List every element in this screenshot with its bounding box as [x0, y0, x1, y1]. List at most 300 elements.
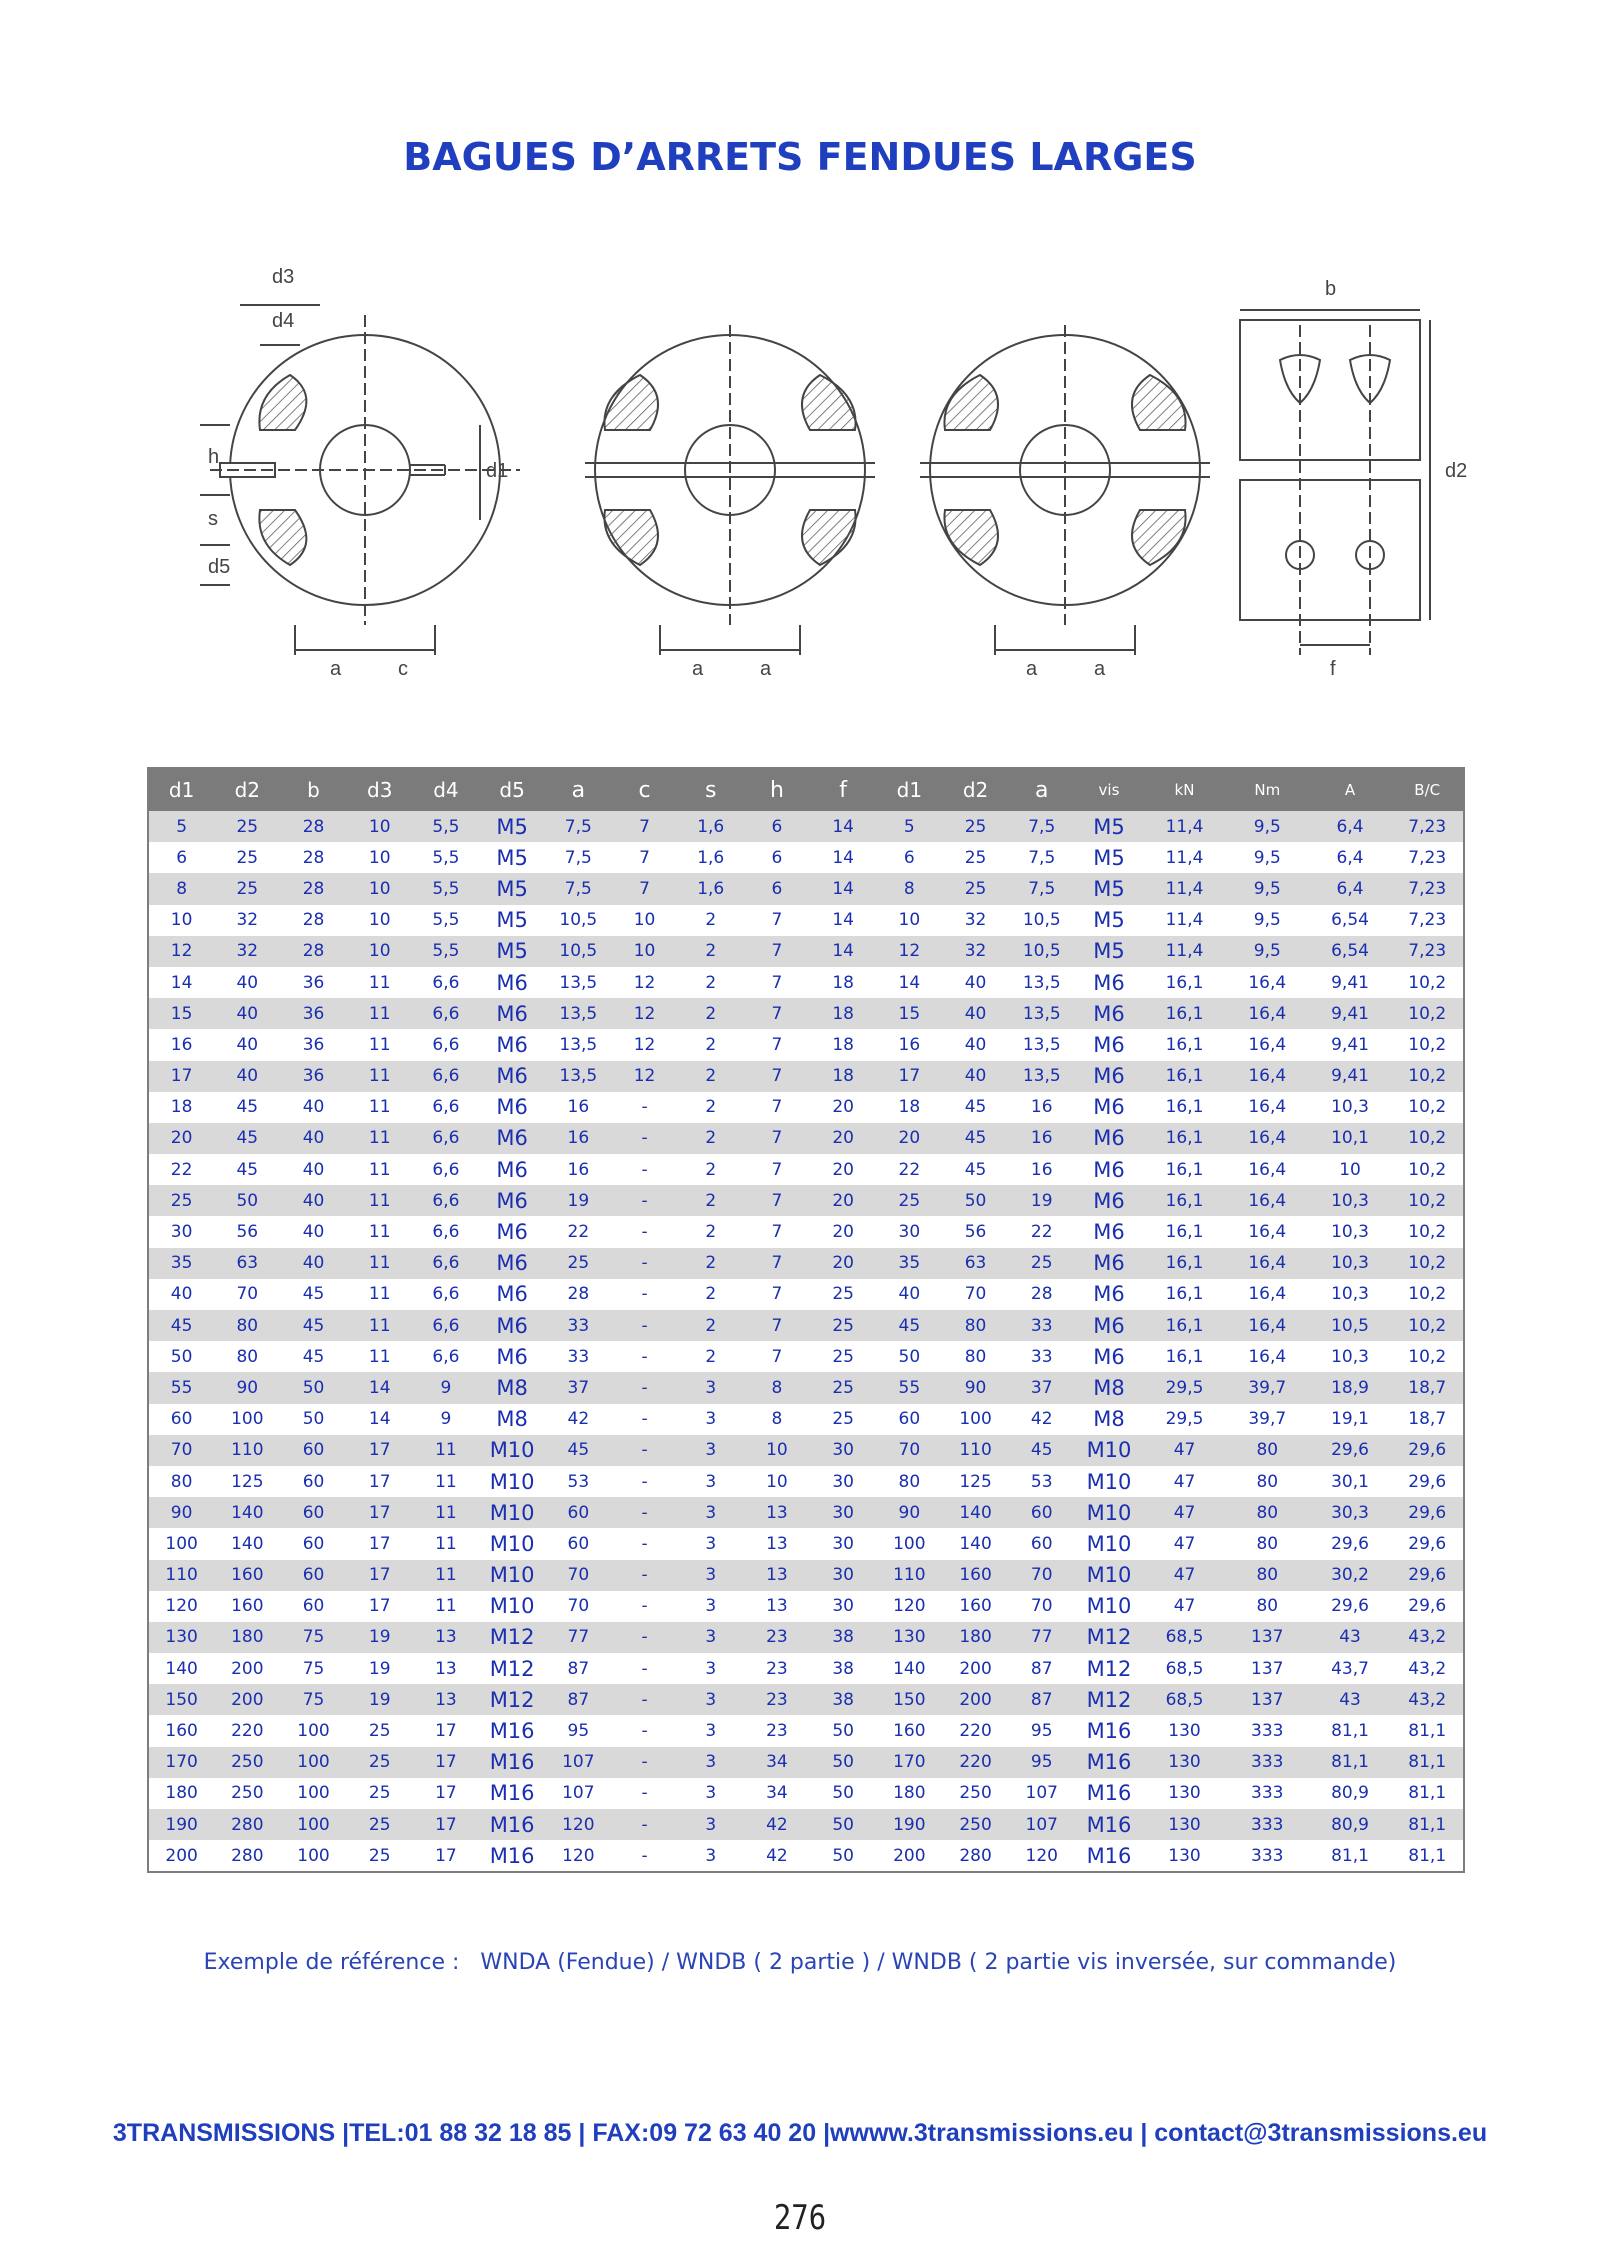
table-cell: 3	[678, 1404, 744, 1435]
table-cell: 29,5	[1143, 1404, 1226, 1435]
table-cell: 333	[1226, 1747, 1309, 1778]
table-cell: M6	[479, 1092, 545, 1123]
table-cell: 10,3	[1309, 1092, 1392, 1123]
column-header: d4	[413, 768, 479, 811]
table-cell: 6,6	[413, 1310, 479, 1341]
table-cell: 6	[148, 842, 214, 873]
table-cell: 10,2	[1391, 1092, 1464, 1123]
table-cell: 17	[413, 1747, 479, 1778]
table-cell: M16	[479, 1809, 545, 1840]
table-cell: 9,5	[1226, 811, 1309, 842]
table-cell: 250	[214, 1778, 280, 1809]
table-cell: 10,2	[1391, 1310, 1464, 1341]
table-cell: 10,2	[1391, 1341, 1464, 1372]
column-header: B/C	[1391, 768, 1464, 811]
table-cell: 10,2	[1391, 1279, 1464, 1310]
table-cell: M5	[1075, 811, 1143, 842]
table-cell: 11	[347, 1279, 413, 1310]
table-cell: 18,7	[1391, 1372, 1464, 1403]
table-cell: M12	[479, 1684, 545, 1715]
table-cell: 11	[413, 1466, 479, 1497]
label-d3: d3	[272, 266, 295, 288]
table-cell: -	[611, 1840, 677, 1872]
table-cell: 107	[1009, 1809, 1075, 1840]
table-cell: 6,6	[413, 1123, 479, 1154]
table-cell: 55	[876, 1372, 942, 1403]
table-cell: 25	[942, 873, 1008, 904]
table-cell: 170	[148, 1747, 214, 1778]
table-cell: 47	[1143, 1497, 1226, 1528]
table-cell: 11	[347, 1341, 413, 1372]
table-cell: 250	[214, 1747, 280, 1778]
table-cell: 25	[347, 1747, 413, 1778]
table-cell: 60	[280, 1528, 346, 1559]
table-cell: 20	[876, 1123, 942, 1154]
table-cell: 40	[280, 1216, 346, 1247]
table-cell: 10,5	[545, 905, 611, 936]
table-cell: 16,4	[1226, 998, 1309, 1029]
table-cell: M16	[1075, 1747, 1143, 1778]
table-cell: -	[611, 1404, 677, 1435]
table-cell: 25	[214, 842, 280, 873]
table-cell: 60	[148, 1404, 214, 1435]
table-cell: 50	[810, 1809, 876, 1840]
table-cell: 17	[413, 1715, 479, 1746]
table-cell: 1,6	[678, 842, 744, 873]
table-cell: -	[611, 1216, 677, 1247]
table-cell: 200	[214, 1684, 280, 1715]
table-cell: 42	[744, 1809, 810, 1840]
table-cell: M8	[479, 1404, 545, 1435]
table-cell: 150	[148, 1684, 214, 1715]
table-cell: M10	[479, 1591, 545, 1622]
table-cell: M6	[1075, 1029, 1143, 1060]
table-cell: 11	[413, 1560, 479, 1591]
table-cell: 6,54	[1309, 905, 1392, 936]
table-cell: M8	[1075, 1372, 1143, 1403]
table-cell: 16,1	[1143, 1123, 1226, 1154]
table-row	[148, 1747, 1464, 1778]
table-cell: 7,23	[1391, 936, 1464, 967]
table-cell: 60	[280, 1591, 346, 1622]
table-cell: 14	[876, 967, 942, 998]
table-cell: 13,5	[1009, 1061, 1075, 1092]
table-cell: 7	[744, 1154, 810, 1185]
table-cell: 2	[678, 905, 744, 936]
table-cell: 29,6	[1391, 1591, 1464, 1622]
table-cell: 10,3	[1309, 1279, 1392, 1310]
table-cell: 16,1	[1143, 1029, 1226, 1060]
table-cell: 333	[1226, 1840, 1309, 1872]
table-cell: 11,4	[1143, 905, 1226, 936]
table-cell: -	[611, 1092, 677, 1123]
table-cell: 20	[810, 1216, 876, 1247]
table-cell: 3	[678, 1840, 744, 1872]
table-cell: 140	[942, 1528, 1008, 1559]
table-cell: 80	[942, 1341, 1008, 1372]
table-cell: 18	[810, 1061, 876, 1092]
table-cell: 140	[942, 1497, 1008, 1528]
table-row	[148, 1404, 1464, 1435]
table-cell: 10,2	[1391, 1061, 1464, 1092]
table-cell: 40	[876, 1279, 942, 1310]
table-cell: 35	[148, 1248, 214, 1279]
table-cell: 23	[744, 1715, 810, 1746]
table-cell: 77	[545, 1622, 611, 1653]
table-cell: 25	[347, 1840, 413, 1872]
table-row	[148, 1591, 1464, 1622]
column-header: d2	[942, 768, 1008, 811]
table-cell: 40	[280, 1185, 346, 1216]
table-cell: 7,5	[1009, 842, 1075, 873]
table-cell: 12	[611, 1029, 677, 1060]
table-cell: 16	[1009, 1123, 1075, 1154]
table-cell: 43,2	[1391, 1684, 1464, 1715]
table-cell: 2	[678, 967, 744, 998]
table-cell: 6,6	[413, 1061, 479, 1092]
table-cell: 250	[942, 1778, 1008, 1809]
table-cell: 3	[678, 1560, 744, 1591]
table-cell: 50	[876, 1341, 942, 1372]
table-cell: 80	[1226, 1435, 1309, 1466]
table-cell: 14	[347, 1404, 413, 1435]
table-cell: 45	[876, 1310, 942, 1341]
table-cell: 20	[810, 1092, 876, 1123]
table-cell: M5	[1075, 842, 1143, 873]
table-cell: 25	[347, 1715, 413, 1746]
table-cell: 33	[545, 1341, 611, 1372]
table-cell: 40	[942, 1061, 1008, 1092]
table-cell: 25	[214, 873, 280, 904]
table-cell: 50	[810, 1715, 876, 1746]
table-cell: 130	[1143, 1840, 1226, 1872]
table-cell: 90	[148, 1497, 214, 1528]
table-cell: 3	[678, 1778, 744, 1809]
table-cell: 10,2	[1391, 998, 1464, 1029]
table-cell: 140	[876, 1653, 942, 1684]
table-cell: 100	[280, 1715, 346, 1746]
table-cell: M6	[1075, 998, 1143, 1029]
table-cell: M6	[479, 1279, 545, 1310]
table-cell: 10,5	[1009, 936, 1075, 967]
table-cell: 10,5	[1309, 1310, 1392, 1341]
table-row	[148, 1248, 1464, 1279]
table-cell: -	[611, 1747, 677, 1778]
table-cell: 5,5	[413, 936, 479, 967]
column-header: s	[678, 768, 744, 811]
table-cell: 20	[148, 1123, 214, 1154]
table-cell: 10	[148, 905, 214, 936]
label-a: a	[692, 658, 704, 680]
label-a: a	[760, 658, 772, 680]
table-cell: 3	[678, 1653, 744, 1684]
label-c: c	[398, 658, 408, 680]
table-cell: 20	[810, 1248, 876, 1279]
table-cell: M6	[479, 1154, 545, 1185]
table-cell: 160	[214, 1591, 280, 1622]
table-cell: -	[611, 1622, 677, 1653]
column-header: a	[545, 768, 611, 811]
label-a: a	[1026, 658, 1038, 680]
table-cell: 18,9	[1309, 1372, 1392, 1403]
table-cell: 17	[347, 1591, 413, 1622]
table-cell: 11	[413, 1591, 479, 1622]
table-cell: 130	[148, 1622, 214, 1653]
table-row	[148, 811, 1464, 842]
table-cell: M12	[479, 1653, 545, 1684]
table-cell: 11	[347, 1092, 413, 1123]
table-cell: 22	[148, 1154, 214, 1185]
table-cell: 70	[942, 1279, 1008, 1310]
table-cell: M6	[479, 967, 545, 998]
table-cell: 1,6	[678, 811, 744, 842]
table-cell: 77	[1009, 1622, 1075, 1653]
table-cell: 30	[876, 1216, 942, 1247]
table-cell: 7	[744, 1061, 810, 1092]
table-cell: -	[611, 1497, 677, 1528]
table-cell: 45	[545, 1435, 611, 1466]
table-cell: 30	[810, 1560, 876, 1591]
table-cell: 11	[347, 967, 413, 998]
table-cell: 200	[942, 1653, 1008, 1684]
table-cell: 7	[744, 1341, 810, 1372]
table-cell: 37	[1009, 1372, 1075, 1403]
table-cell: 56	[214, 1216, 280, 1247]
table-cell: 3	[678, 1372, 744, 1403]
column-header: kN	[1143, 768, 1226, 811]
table-cell: -	[611, 1591, 677, 1622]
table-cell: 180	[876, 1778, 942, 1809]
table-cell: 14	[810, 936, 876, 967]
table-cell: 13	[413, 1622, 479, 1653]
table-cell: 16,1	[1143, 967, 1226, 998]
table-cell: 45	[1009, 1435, 1075, 1466]
table-cell: 80	[148, 1466, 214, 1497]
table-row	[148, 905, 1464, 936]
table-cell: 5,5	[413, 842, 479, 873]
table-cell: 16,4	[1226, 1123, 1309, 1154]
table-cell: 87	[545, 1653, 611, 1684]
table-cell: 10	[1309, 1154, 1392, 1185]
table-row	[148, 1310, 1464, 1341]
table-cell: -	[611, 1185, 677, 1216]
table-cell: 47	[1143, 1466, 1226, 1497]
table-cell: 100	[942, 1404, 1008, 1435]
table-cell: 13,5	[1009, 967, 1075, 998]
table-cell: 7	[744, 1185, 810, 1216]
table-cell: 7	[744, 1279, 810, 1310]
table-cell: 80,9	[1309, 1809, 1392, 1840]
table-cell: M6	[1075, 1248, 1143, 1279]
table-cell: 17	[347, 1560, 413, 1591]
table-cell: 200	[148, 1840, 214, 1872]
table-cell: 125	[214, 1466, 280, 1497]
column-header: vis	[1075, 768, 1143, 811]
table-row	[148, 1061, 1464, 1092]
table-cell: 19	[347, 1622, 413, 1653]
column-header: d3	[347, 768, 413, 811]
table-cell: 11	[347, 1310, 413, 1341]
table-cell: 100	[280, 1778, 346, 1809]
table-cell: 30	[148, 1216, 214, 1247]
table-cell: 43	[1309, 1684, 1392, 1715]
table-cell: 80	[214, 1341, 280, 1372]
table-cell: 3	[678, 1747, 744, 1778]
table-cell: 60	[280, 1466, 346, 1497]
table-cell: 11,4	[1143, 936, 1226, 967]
table-cell: 16	[545, 1123, 611, 1154]
table-cell: M12	[1075, 1684, 1143, 1715]
table-cell: M5	[479, 842, 545, 873]
table-cell: 8	[744, 1404, 810, 1435]
table-cell: 40	[280, 1123, 346, 1154]
table-cell: M6	[1075, 1216, 1143, 1247]
table-cell: 50	[280, 1372, 346, 1403]
table-cell: M5	[479, 811, 545, 842]
table-cell: 6	[744, 873, 810, 904]
table-cell: 13,5	[545, 998, 611, 1029]
table-cell: M10	[1075, 1560, 1143, 1591]
column-header: d5	[479, 768, 545, 811]
table-cell: 6,6	[413, 998, 479, 1029]
table-cell: 40	[280, 1092, 346, 1123]
table-cell: 28	[280, 936, 346, 967]
page-title: BAGUES D’ARRETS FENDUES LARGES	[403, 135, 1197, 179]
table-cell: 6,54	[1309, 936, 1392, 967]
table-cell: 32	[942, 905, 1008, 936]
technical-drawing	[200, 255, 1468, 695]
table-cell: 3	[678, 1466, 744, 1497]
page-number: 276	[773, 2198, 827, 2238]
table-cell: 29,6	[1391, 1528, 1464, 1559]
table-cell: M12	[1075, 1622, 1143, 1653]
table-cell: 9,41	[1309, 967, 1392, 998]
table-row	[148, 1123, 1464, 1154]
company-footer: 3TRANSMISSIONS |TEL:01 88 32 18 85 | FAX:09 72 63 40 20 |wwww.3transmissions.eu | contact@3transmissions.eu	[112, 2119, 1488, 2147]
table-cell: 30	[810, 1528, 876, 1559]
table-cell: M6	[479, 1341, 545, 1372]
table-cell: -	[611, 1372, 677, 1403]
table-cell: 10	[876, 905, 942, 936]
table-cell: 35	[876, 1248, 942, 1279]
table-cell: 43	[1309, 1622, 1392, 1653]
table-cell: 13	[744, 1497, 810, 1528]
column-header: A	[1309, 768, 1392, 811]
table-cell: 120	[545, 1809, 611, 1840]
table-cell: 2	[678, 1341, 744, 1372]
table-cell: 200	[942, 1684, 1008, 1715]
table-cell: 45	[280, 1310, 346, 1341]
table-row	[148, 1029, 1464, 1060]
table-cell: 40	[942, 998, 1008, 1029]
table-row	[148, 873, 1464, 904]
table-row	[148, 998, 1464, 1029]
table-cell: 11	[347, 1154, 413, 1185]
table-cell: 30,1	[1309, 1466, 1392, 1497]
table-cell: 11	[347, 1123, 413, 1154]
table-cell: 6,6	[413, 967, 479, 998]
table-cell: 2	[678, 1029, 744, 1060]
table-cell: 107	[545, 1747, 611, 1778]
table-cell: 7	[744, 1216, 810, 1247]
table-row	[148, 1653, 1464, 1684]
table-cell: 42	[545, 1404, 611, 1435]
table-cell: 50	[280, 1404, 346, 1435]
table-cell: 16,1	[1143, 1154, 1226, 1185]
table-cell: 23	[744, 1684, 810, 1715]
table-cell: 19	[545, 1185, 611, 1216]
table-row	[148, 1684, 1464, 1715]
table-cell: 2	[678, 1248, 744, 1279]
table-cell: M16	[1075, 1778, 1143, 1809]
table-cell: 70	[545, 1560, 611, 1591]
table-cell: M6	[1075, 1279, 1143, 1310]
table-cell: 25	[810, 1341, 876, 1372]
column-header: d1	[876, 768, 942, 811]
table-row	[148, 1622, 1464, 1653]
table-row	[148, 936, 1464, 967]
table-cell: 16,4	[1226, 1248, 1309, 1279]
table-cell: 22	[1009, 1216, 1075, 1247]
table-cell: 16,1	[1143, 1216, 1226, 1247]
table-cell: 11	[413, 1497, 479, 1528]
table-cell: 18	[810, 998, 876, 1029]
table-cell: 70	[1009, 1591, 1075, 1622]
table-cell: -	[611, 1279, 677, 1310]
table-cell: 16,4	[1226, 1029, 1309, 1060]
table-cell: 32	[942, 936, 1008, 967]
table-cell: 13	[413, 1684, 479, 1715]
table-cell: M10	[1075, 1591, 1143, 1622]
table-cell: 1,6	[678, 873, 744, 904]
table-cell: 12	[611, 1061, 677, 1092]
table-cell: 60	[545, 1528, 611, 1559]
table-cell: 47	[1143, 1435, 1226, 1466]
table-cell: 68,5	[1143, 1653, 1226, 1684]
table-cell: 160	[876, 1715, 942, 1746]
table-cell: 12	[876, 936, 942, 967]
table-cell: 137	[1226, 1622, 1309, 1653]
table-cell: 10,2	[1391, 1185, 1464, 1216]
table-cell: -	[611, 1778, 677, 1809]
table-cell: 95	[1009, 1715, 1075, 1746]
table-cell: 11	[347, 1248, 413, 1279]
table-cell: 220	[942, 1715, 1008, 1746]
table-cell: 90	[876, 1497, 942, 1528]
table-cell: 333	[1226, 1809, 1309, 1840]
table-cell: 17	[876, 1061, 942, 1092]
table-cell: 7	[744, 1092, 810, 1123]
label-b: b	[1325, 278, 1337, 300]
table-cell: 40	[148, 1279, 214, 1310]
table-cell: 9,5	[1226, 905, 1309, 936]
table-cell: 47	[1143, 1560, 1226, 1591]
table-cell: 9,5	[1226, 936, 1309, 967]
table-cell: 56	[942, 1216, 1008, 1247]
table-cell: 10	[347, 842, 413, 873]
table-cell: 7,23	[1391, 811, 1464, 842]
table-cell: 160	[942, 1591, 1008, 1622]
table-cell: 40	[214, 1061, 280, 1092]
table-cell: 70	[148, 1435, 214, 1466]
table-cell: -	[611, 1560, 677, 1591]
table-cell: 16,1	[1143, 1279, 1226, 1310]
table-cell: 25	[347, 1809, 413, 1840]
table-cell: M10	[479, 1466, 545, 1497]
table-row	[148, 1560, 1464, 1591]
table-cell: M6	[479, 1185, 545, 1216]
table-cell: 13,5	[545, 1029, 611, 1060]
